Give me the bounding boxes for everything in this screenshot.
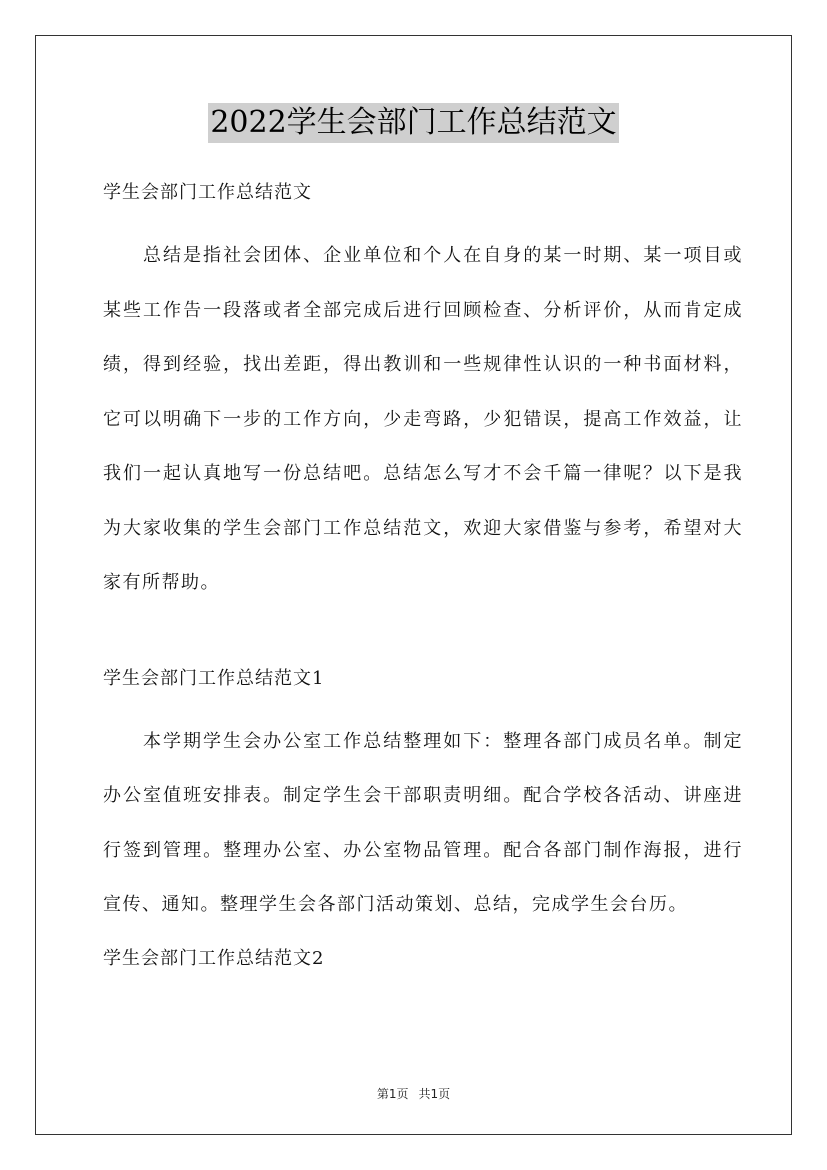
document-body	[103, 177, 743, 975]
section1-heading: 学生会部门工作总结范文1	[103, 667, 325, 689]
title-wrap	[0, 103, 827, 143]
section2-heading: 学生会部门工作总结范文2	[103, 947, 325, 969]
intro-heading: 学生会部门工作总结范文	[103, 182, 312, 203]
page-number-current: 第1页	[376, 1087, 409, 1101]
document-title: 2022学生会部门工作总结范文	[208, 103, 618, 143]
page-footer	[0, 1085, 827, 1102]
page-number-total: 共1页	[418, 1087, 451, 1101]
intro-paragraph: 总结是指社会团体、企业单位和个人在自身的某一时期、某一项目或某些工作告一段落或者全部完成后进行回顾检查、分析评价，从而肯定成绩，得到经验，找出差距，得出教训和一些规律性认识的一种书面材料，它可以明确下一步的工作方向，少走弯路，少犯错误，提高工作效益，让我们一起认真地写一份总结吧。总结怎么写才不会千篇一律呢？以下是我为大家收集的学生会部门工作总结范文，欢迎大家借鉴与参考，希望对大家有所帮助。	[103, 245, 743, 593]
section1-paragraph: 本学期学生会办公室工作总结整理如下：整理各部门成员名单。制定办公室值班安排表。制定学生会干部职责明细。配合学校各活动、讲座进行签到管理。整理办公室、办公室物品管理。配合各部门制作海报，进行宣传、通知。整理学生会各部门活动策划、总结，完成学生会台历。	[103, 730, 743, 915]
